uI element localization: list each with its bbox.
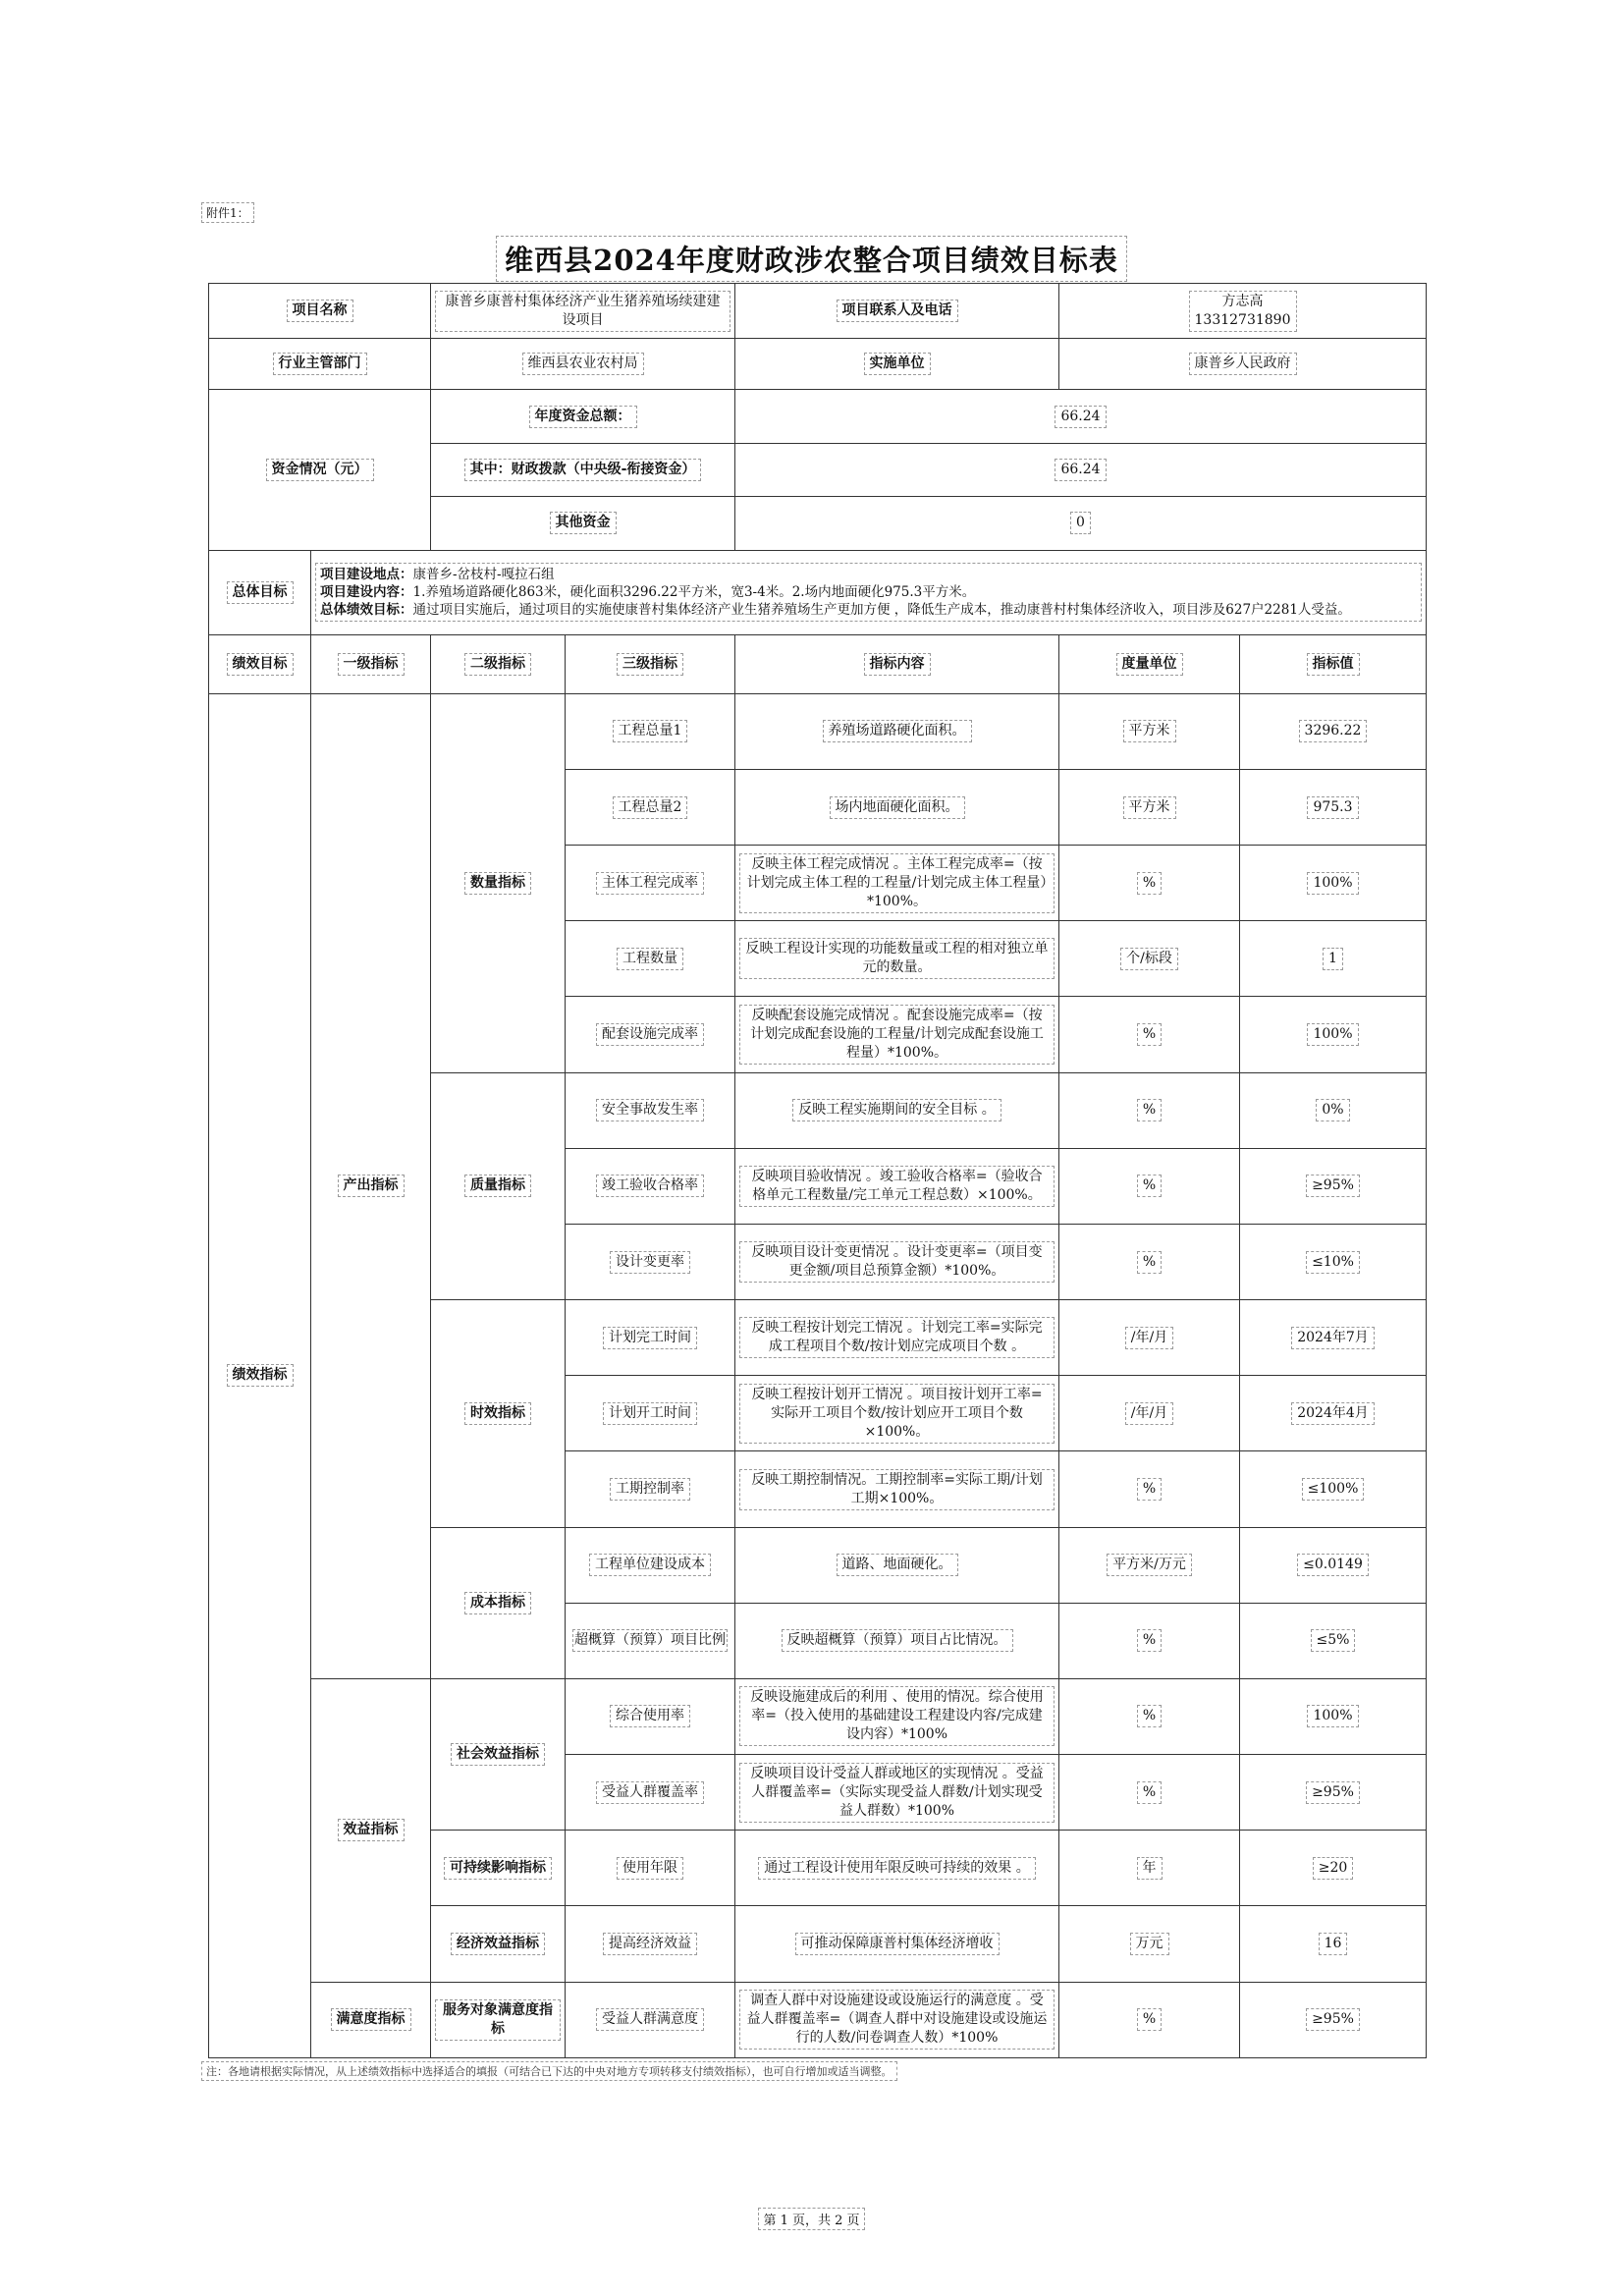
indicator-value: 100% bbox=[1307, 1705, 1358, 1727]
indicator-value: ≤10% bbox=[1306, 1251, 1360, 1274]
indicator-unit: 平方米 bbox=[1123, 796, 1176, 819]
contact-name: 方志高 bbox=[1221, 293, 1264, 309]
level2-sustainable: 可持续影响指标 bbox=[444, 1857, 552, 1880]
perf-goal-value: 通过项目实施后，通过项目的实施使康普村集体经济产业生猪养殖场生产更加方便 ，降低生产成本，推动康普村村集体经济收入，项目涉及627户2281人受益。 bbox=[412, 602, 1351, 619]
unit-label: 实施单位 bbox=[864, 353, 931, 375]
indicator-unit: % bbox=[1137, 1175, 1162, 1197]
indicator-name: 计划完工时间 bbox=[603, 1327, 697, 1349]
contact-info bbox=[1189, 291, 1297, 332]
funds-label: 资金情况（元） bbox=[266, 459, 374, 481]
indicator-value: 2024年4月 bbox=[1291, 1402, 1375, 1425]
indicator-unit: % bbox=[1137, 1251, 1162, 1274]
col-header-content: 指标内容 bbox=[864, 653, 931, 676]
indicator-value: ≥95% bbox=[1306, 2008, 1360, 2031]
indicator-value: ≥20 bbox=[1313, 1857, 1354, 1880]
row-project-name bbox=[209, 284, 1427, 339]
level1-satisfaction: 满意度指标 bbox=[331, 2008, 411, 2031]
indicator-content: 反映项目验收情况 。竣工验收合格率=（验收合格单元工程数量/完工单元工程总数）×100%。 bbox=[739, 1166, 1055, 1207]
indicator-value: ≥95% bbox=[1306, 1781, 1360, 1804]
indicator-content: 反映项目设计受益人群或地区的实现情况 。受益人群覆盖率=（实际实现受益人群数/计划实现受益人群数）*100% bbox=[739, 1763, 1055, 1823]
indicator-name: 主体工程完成率 bbox=[596, 872, 704, 895]
funds-total-value: 66.24 bbox=[1055, 406, 1106, 428]
indicator-content: 反映配套设施完成情况 。配套设施完成率=（按计划完成配套设施的工程量/计划完成配套设施工程量）*100%。 bbox=[739, 1005, 1055, 1065]
level2-quality: 质量指标 bbox=[464, 1175, 531, 1197]
row-dept bbox=[209, 339, 1427, 390]
footnote: 注：各地请根据实际情况，从上述绩效指标中选择适合的填报（可结合已下达的中央对地方专项转移支付绩效指标），也可自行增加或适当调整。 bbox=[201, 2061, 897, 2081]
indicator-unit: % bbox=[1137, 1781, 1162, 1804]
level2-quantity: 数量指标 bbox=[464, 872, 531, 895]
indicator-unit: 平方米/万元 bbox=[1107, 1554, 1192, 1576]
indicator-name: 使用年限 bbox=[617, 1857, 683, 1880]
funds-fiscal-value: 66.24 bbox=[1055, 459, 1106, 481]
indicator-content: 反映超概算（预算）项目占比情况。 bbox=[782, 1629, 1013, 1652]
indicator-value: 2024年7月 bbox=[1291, 1327, 1375, 1349]
indicator-value: ≤100% bbox=[1302, 1478, 1365, 1501]
indicator-name: 计划开工时间 bbox=[603, 1402, 697, 1425]
level1-benefit: 效益指标 bbox=[338, 1819, 405, 1841]
table-row bbox=[209, 693, 1427, 769]
col-header-level3: 三级指标 bbox=[617, 653, 683, 676]
level1-output: 产出指标 bbox=[338, 1175, 405, 1197]
indicator-unit: /年/月 bbox=[1125, 1402, 1173, 1425]
indicator-value: 16 bbox=[1319, 1933, 1348, 1955]
indicator-name: 提高经济效益 bbox=[603, 1933, 697, 1955]
col-header-level2: 二级指标 bbox=[464, 653, 531, 676]
indicator-content: 反映工程按计划开工情况 。项目按计划开工率=实际开工项目个数/按计划应开工项目个数×100%。 bbox=[739, 1384, 1055, 1444]
level2-timeliness: 时效指标 bbox=[464, 1402, 531, 1425]
funds-other-label: 其他资金 bbox=[550, 512, 617, 534]
page-number-wrap bbox=[0, 2208, 1623, 2230]
funds-total-label: 年度资金总额： bbox=[529, 406, 637, 428]
indicator-unit: 年 bbox=[1137, 1857, 1163, 1880]
indicator-value: 100% bbox=[1307, 872, 1358, 895]
indicator-name: 超概算（预算）项目比例 bbox=[572, 1629, 728, 1652]
indicator-content: 调查人群中对设施建设或设施运行的满意度 。受益人群覆盖率=（调查人群中对设施建设或设施运行的人数/问卷调查人数）*100% bbox=[739, 1990, 1055, 2050]
indicator-name: 受益人群满意度 bbox=[596, 2008, 704, 2031]
page-title-wrap bbox=[0, 236, 1623, 282]
overall-goal-label: 总体目标 bbox=[227, 581, 294, 604]
indicator-value: ≥95% bbox=[1306, 1175, 1360, 1197]
col-header-level1: 一级指标 bbox=[338, 653, 405, 676]
indicator-content: 反映设施建成后的利用 、使用的情况。综合使用率=（投入使用的基础建设工程建设内容/完成建设内容）*100% bbox=[739, 1686, 1055, 1746]
indicator-name: 竣工验收合格率 bbox=[596, 1175, 704, 1197]
contact-label: 项目联系人及电话 bbox=[837, 300, 958, 322]
table-row bbox=[209, 1982, 1427, 2057]
content-value: 1.养殖场道路硬化863米，硬化面积3296.22平方米，宽3-4米。2.场内地面硬化975.3平方米。 bbox=[412, 584, 976, 601]
indicator-content: 道路、地面硬化。 bbox=[837, 1554, 958, 1576]
indicator-value: ≤0.0149 bbox=[1297, 1554, 1369, 1576]
indicator-content: 可推动保障康普村集体经济增收 bbox=[795, 1933, 1000, 1955]
indicator-content: 反映工期控制情况。工期控制率=实际工期/计划工期×100%。 bbox=[739, 1469, 1055, 1510]
row-funds-total bbox=[209, 390, 1427, 444]
location-label: 项目建设地点： bbox=[320, 567, 413, 583]
indicator-name: 安全事故发生率 bbox=[596, 1099, 704, 1121]
indicator-content: 养殖场道路硬化面积。 bbox=[823, 720, 972, 742]
indicator-name: 工程总量2 bbox=[613, 796, 688, 819]
indicator-unit: % bbox=[1137, 1629, 1162, 1652]
indicator-unit: 平方米 bbox=[1123, 720, 1176, 742]
unit-value: 康普乡人民政府 bbox=[1189, 353, 1297, 375]
indicator-content: 反映主体工程完成情况 。主体工程完成率=（按计划完成主体工程的工程量/计划完成主体工程量）*100%。 bbox=[739, 853, 1055, 913]
col-header-goal: 绩效目标 bbox=[227, 653, 294, 676]
indicator-name: 工程单位建设成本 bbox=[589, 1554, 711, 1576]
indicator-name: 设计变更率 bbox=[610, 1251, 690, 1274]
indicator-content: 通过工程设计使用年限反映可持续的效果 。 bbox=[758, 1857, 1035, 1880]
indicator-value: 3296.22 bbox=[1299, 720, 1368, 742]
row-header bbox=[209, 634, 1427, 693]
indicator-content: 反映工程设计实现的功能数量或工程的相对独立单元的数量。 bbox=[739, 938, 1055, 979]
indicator-content: 反映工程按计划完工情况 。计划完工率=实际完成工程项目个数/按计划应完成项目个数 。 bbox=[739, 1317, 1055, 1358]
annex-label: 附件1： bbox=[201, 202, 254, 223]
table-row bbox=[209, 1678, 1427, 1754]
indicator-content: 场内地面硬化面积。 bbox=[830, 796, 965, 819]
indicator-unit: % bbox=[1137, 2008, 1162, 2031]
dept-value: 维西县农业农村局 bbox=[522, 353, 644, 375]
project-name-label: 项目名称 bbox=[287, 300, 353, 322]
indicator-name: 配套设施完成率 bbox=[596, 1023, 704, 1046]
perf-goal-label: 总体绩效目标： bbox=[320, 602, 413, 619]
indicator-value: 1 bbox=[1323, 948, 1343, 970]
funds-other-value: 0 bbox=[1070, 512, 1091, 534]
indicator-name: 受益人群覆盖率 bbox=[596, 1781, 704, 1804]
indicator-value: 975.3 bbox=[1307, 796, 1358, 819]
level2-social: 社会效益指标 bbox=[451, 1743, 545, 1766]
indicator-unit: 个/标段 bbox=[1120, 948, 1178, 970]
indicator-unit: /年/月 bbox=[1125, 1327, 1173, 1349]
level2-cost: 成本指标 bbox=[464, 1592, 531, 1614]
level2-economic: 经济效益指标 bbox=[451, 1933, 545, 1955]
indicator-unit: % bbox=[1137, 872, 1162, 895]
dept-label: 行业主管部门 bbox=[273, 353, 367, 375]
indicator-unit: % bbox=[1137, 1023, 1162, 1046]
indicator-name: 工程总量1 bbox=[613, 720, 688, 742]
indicator-unit: % bbox=[1137, 1705, 1162, 1727]
content-label: 项目建设内容： bbox=[320, 584, 413, 601]
perf-indicator-label: 绩效指标 bbox=[227, 1364, 294, 1387]
overall-goal-text bbox=[315, 563, 1422, 622]
location-value: 康普乡-岔枝村-嘎拉石组 bbox=[412, 567, 555, 583]
indicator-name: 工期控制率 bbox=[610, 1478, 690, 1501]
indicator-name: 综合使用率 bbox=[610, 1705, 690, 1727]
indicator-name: 工程数量 bbox=[617, 948, 683, 970]
indicator-value: 0% bbox=[1316, 1099, 1349, 1121]
indicator-unit: % bbox=[1137, 1099, 1162, 1121]
page-number: 第 1 页，共 2 页 bbox=[758, 2208, 864, 2230]
col-header-value: 指标值 bbox=[1307, 653, 1360, 676]
performance-table bbox=[208, 283, 1427, 2058]
indicator-unit: % bbox=[1137, 1478, 1162, 1501]
indicator-unit: 万元 bbox=[1130, 1933, 1169, 1955]
indicator-value: ≤5% bbox=[1311, 1629, 1356, 1652]
indicator-value: 100% bbox=[1307, 1023, 1358, 1046]
contact-phone: 13312731890 bbox=[1194, 311, 1291, 328]
indicator-content: 反映项目设计变更情况 。设计变更率=（项目变更金额/项目总预算金额）*100%。 bbox=[739, 1241, 1055, 1283]
col-header-unit: 度量单位 bbox=[1116, 653, 1183, 676]
project-name: 康普乡康普村集体经济产业生猪养殖场续建建设项目 bbox=[435, 291, 730, 332]
funds-fiscal-label: 其中：财政拨款（中央级-衔接资金） bbox=[464, 459, 702, 481]
row-overall-goal bbox=[209, 550, 1427, 634]
page-title: 维西县2024年度财政涉农整合项目绩效目标表 bbox=[496, 236, 1127, 282]
indicator-content: 反映工程实施期间的安全目标 。 bbox=[792, 1099, 1001, 1121]
level2-service-satisfaction: 服务对象满意度指标 bbox=[435, 1999, 561, 2041]
